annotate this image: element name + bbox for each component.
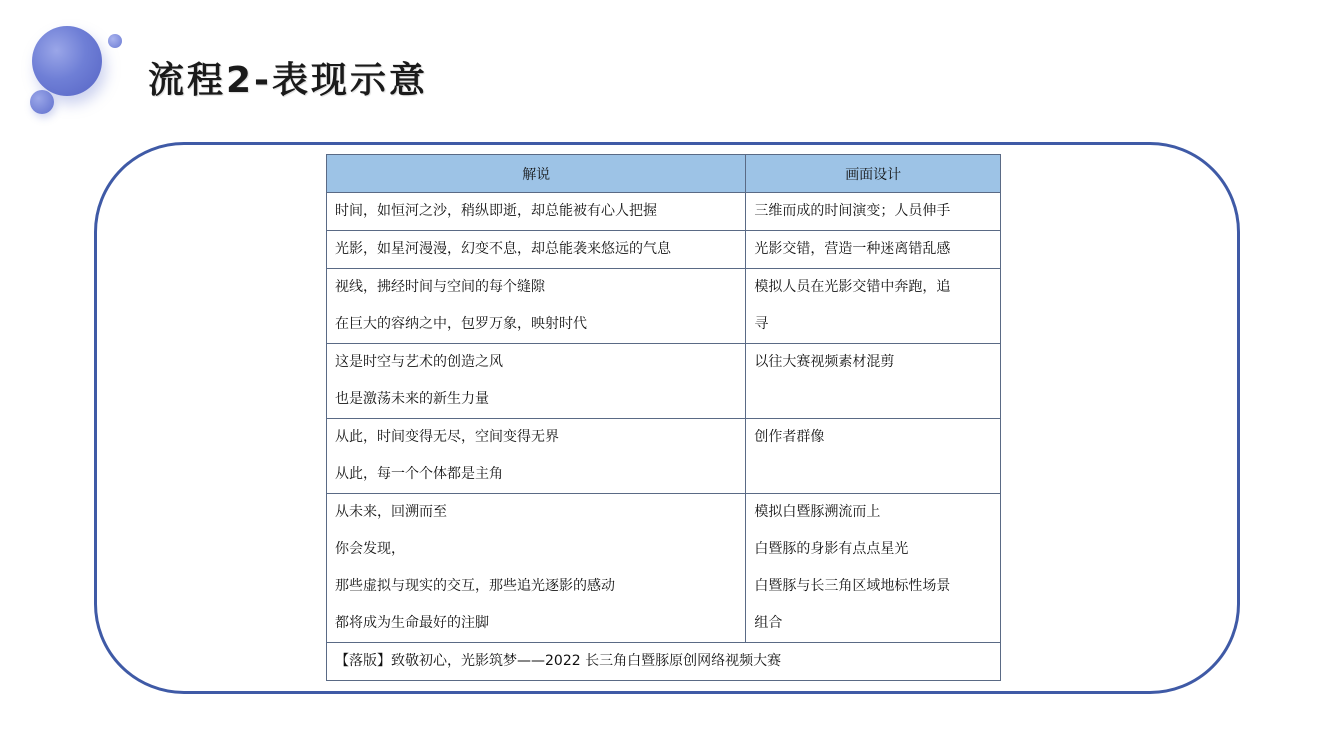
decor-circle-small [108,34,122,48]
cell-line: 从此，每一个个体都是主角 [335,466,503,482]
table-body [327,193,1001,643]
cell-line: 时间，如恒河之沙，稍纵即逝，却总能被有心人把握 [335,203,657,219]
cell-line: 光影，如星河漫漫，幻变不息，却总能袭来悠远的气息 [335,241,671,257]
script-table [326,154,1001,681]
cell-line: 模拟白暨豚溯流而上 [754,504,881,520]
cell-line: 以往大赛视频素材混剪 [754,354,895,370]
narration-cell [327,494,746,643]
table-row [327,231,1001,269]
cell-line: 寻 [754,316,769,332]
cell-line: 那些虚拟与现实的交互，那些追光逐影的感动 [335,578,615,594]
visual-cell [746,344,1001,419]
narration-cell [327,269,746,344]
visual-cell [746,494,1001,643]
footer-text: 【落版】致敬初心，光影筑梦——2022 长三角白暨豚原创网络视频大赛 [335,653,782,669]
cell-line: 白暨豚的身影有点点星光 [754,541,909,557]
cell-line: 从未来，回溯而至 [335,504,447,520]
cell-line: 白暨豚与长三角区域地标性场景 [754,578,951,594]
cell-line: 都将成为生命最好的注脚 [335,615,489,631]
header-visual-design: 画面设计 [746,155,1001,193]
decor-circle-medium [30,90,54,114]
narration-cell [327,231,746,269]
table-row [327,419,1001,494]
table-header-row [327,155,1001,193]
header-narration: 解说 [327,155,746,193]
visual-cell [746,419,1001,494]
narration-cell [327,193,746,231]
cell-line: 也是激荡未来的新生力量 [335,391,489,407]
table-row [327,193,1001,231]
cell-line: 组合 [754,615,783,631]
cell-line: 从此，时间变得无尽，空间变得无界 [335,429,559,445]
cell-line: 视线，拂经时间与空间的每个缝隙 [335,279,545,295]
cell-line: 三维而成的时间演变；人员伸手 [754,203,951,219]
cell-line: 你会发现， [335,541,405,557]
visual-cell [746,269,1001,344]
cell-line: 光影交错，营造一种迷离错乱感 [754,241,951,257]
narration-cell [327,344,746,419]
cell-line: 在巨大的容纳之中，包罗万象，映射时代 [335,316,587,332]
page-title: 流程2-表现示意 [148,60,428,101]
table-row [327,494,1001,643]
visual-cell [746,193,1001,231]
decor-circle-large [32,26,102,96]
table-footer-row [327,643,1001,681]
table-row [327,269,1001,344]
cell-line: 创作者群像 [754,429,825,445]
cell-line: 这是时空与艺术的创造之风 [335,354,503,370]
visual-cell [746,231,1001,269]
table-row [327,344,1001,419]
narration-cell [327,419,746,494]
table-footer-cell [327,643,1001,681]
cell-line: 模拟人员在光影交错中奔跑，追 [754,279,951,295]
